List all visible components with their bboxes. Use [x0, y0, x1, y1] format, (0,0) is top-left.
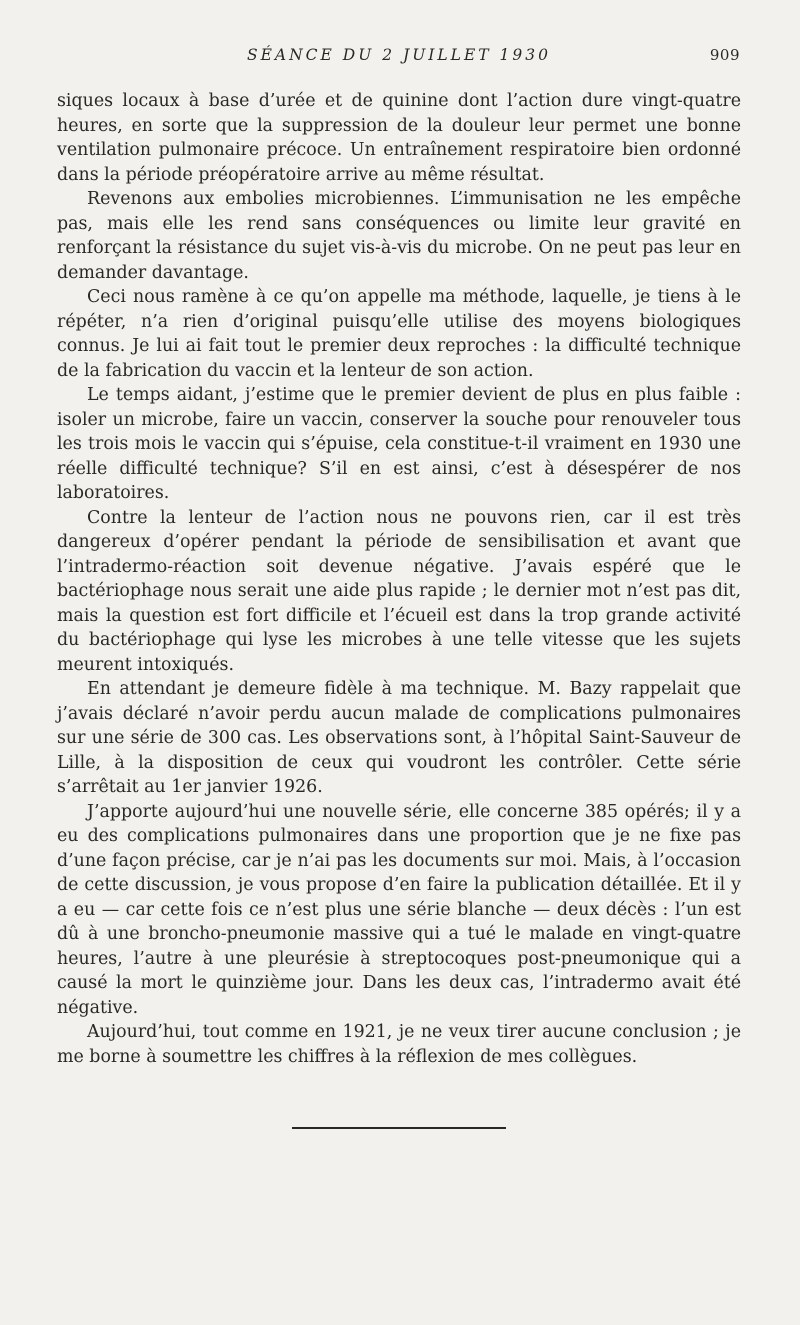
- paragraph-7: J’apporte aujourd’hui une nouvelle série, elle concerne 385 opérés; il y a eu des complications pulmonaires dans une proportion que je ne fixe pas d’une façon précise, car je n’ai pas les documents sur moi. Mais, à l’occasion de cette discussion, je vous propose d’en faire la publication détaillée. Et il y a eu — car cette fois ce n’est plus une série blanche — deux décès : l’un est dû à une broncho-pneumonie massive qui a tué le malade en vingt-quatre heures, l’autre à une pleurésie à streptocoques post-pneumonique qui a causé la mort le quinzième jour. Dans les deux cas, l’intradermo avait été négative.: [57, 801, 741, 1018]
- paragraph-3: Ceci nous ramène à ce qu’on appelle ma méthode, laquelle, je tiens à le répéter, n’a rien d’original puisqu’elle utilise des moyens biologiques connus. Je lui ai fait tout le premier deux reproches : la difficulté technique de la fabrication du vaccin et la lenteur de son action.: [57, 287, 741, 381]
- running-title: SÉANCE DU 2 JUILLET 1930: [246, 46, 551, 64]
- paragraph-4: Le temps aidant, j’estime que le premier devient de plus en plus faible : isoler un microbe, faire un vaccin, conserver la souche pour renouveler tous les trois mois le vaccin qui s’épuise, cela constitue-t-il vraiment en 1930 une réelle difficulté technique? S’il en est ainsi, c’est à désespérer de nos laboratoires.: [57, 385, 741, 503]
- paragraph-1: siques locaux à base d’urée et de quinine dont l’action dure vingt-quatre heures, en sorte que la suppression de la douleur leur permet une bonne ventilation pulmonaire précoce. Un entraînement respiratoire bien ordonné dans la période préopératoire arrive au même résultat.: [57, 91, 741, 185]
- paragraph-6: En attendant je demeure fidèle à ma technique. M. Bazy rappelait que j’avais déclaré n’avoir perdu aucun malade de complications pulmonaires sur une série de 300 cas. Les observations sont, à l’hôpital Saint-Sauveur de Lille, à la disposition de ceux qui voudront les contrôler. Cette série s’arrêtait au 1er janvier 1926.: [57, 679, 741, 797]
- paragraph-5: Contre la lenteur de l’action nous ne pouvons rien, car il est très dangereux d’opérer pendant la période de sensibilisation et avant que l’intradermo-réaction soit devenue négative. J’avais espéré que le bactériophage nous serait une aide plus rapide ; le dernier mot n’est pas dit, mais la question est fort difficile et l’écueil est dans la trop grande activité du bactériophage qui lyse les microbes à une telle vitesse que les sujets meurent intoxiqués.: [57, 507, 741, 675]
- page-number: 909: [709, 46, 740, 64]
- paragraph-8: Aujourd’hui, tout comme en 1921, je ne veux tirer aucune conclusion ; je me borne à soumettre les chiffres à la réflexion de mes collègues.: [57, 1022, 741, 1067]
- paragraph-2: Revenons aux embolies microbiennes. L’immunisation ne les empêche pas, mais elle les rend sans conséquences ou limite leur gravité en renforçant la résistance du sujet vis-à-vis du microbe. On ne peut pas leur en demander davantage.: [57, 189, 741, 283]
- running-head: [58, 46, 740, 68]
- body-text: [57, 89, 741, 1069]
- section-end-rule: [292, 1127, 506, 1129]
